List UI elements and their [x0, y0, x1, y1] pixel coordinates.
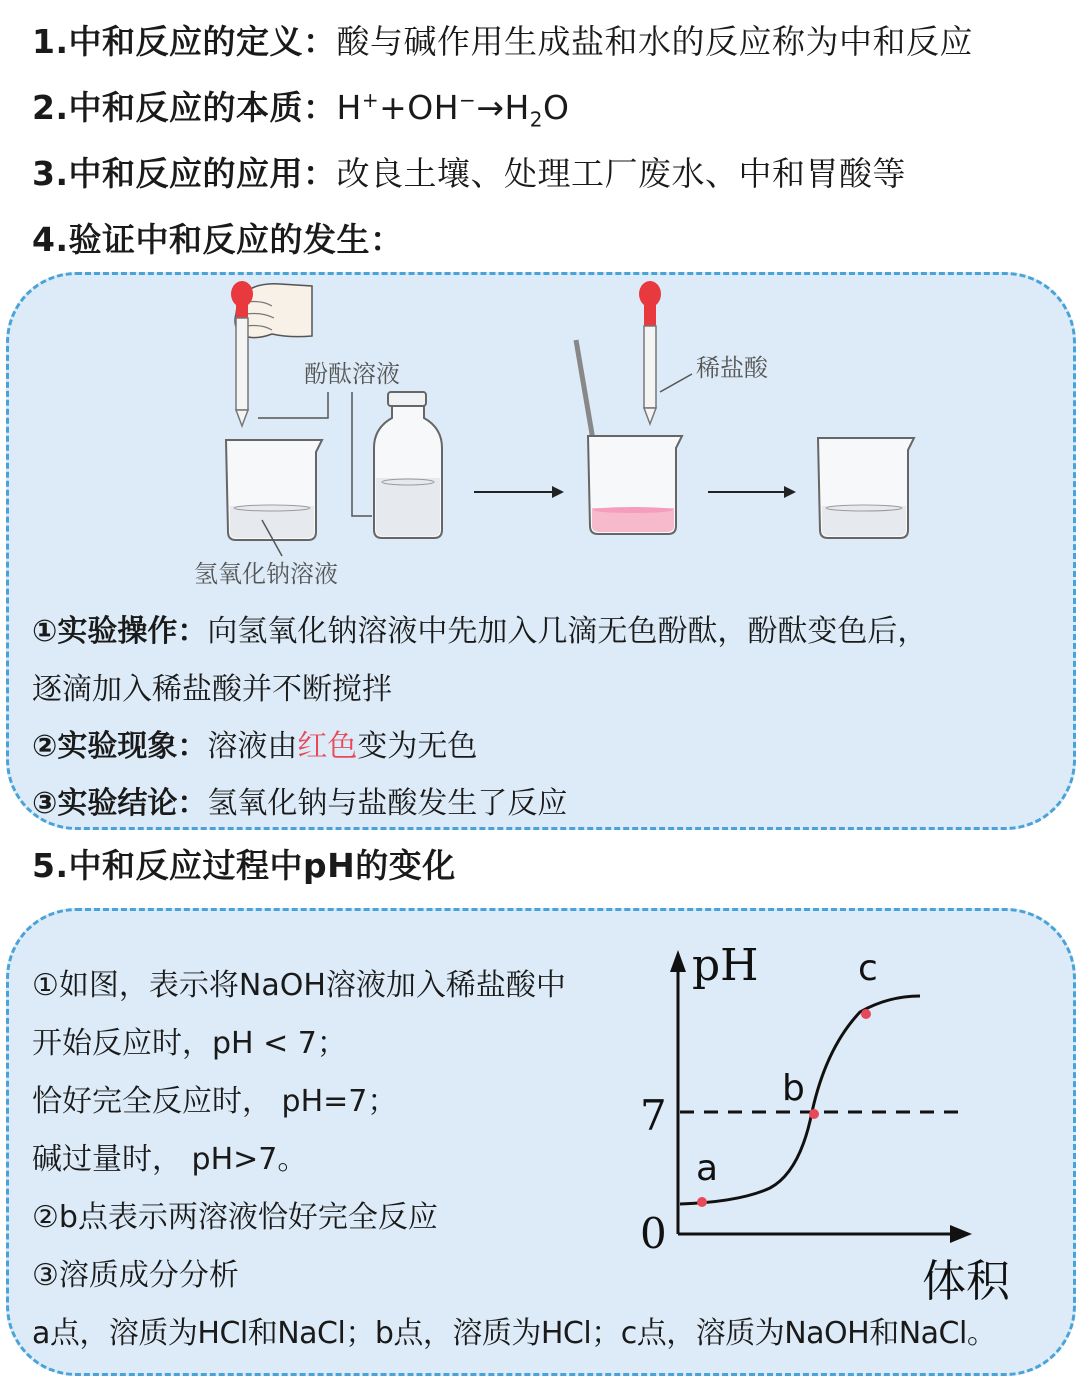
point-a: [697, 1197, 707, 1207]
point-b: [809, 1109, 819, 1119]
point-c: [861, 1009, 871, 1019]
y-tick-7: 7: [640, 1091, 667, 1140]
op-text-2: 逐滴加入稀盐酸并不断搅拌: [32, 672, 392, 707]
hcl-label: 稀盐酸: [696, 354, 768, 382]
section-1-text: 酸与碱作用生成盐和水的反应称为中和反应: [336, 22, 973, 61]
formula-sub: 2: [529, 107, 544, 132]
section-3-title: 3.中和反应的应用：: [32, 154, 337, 193]
ph-line-1: ①如图，表示将NaOH溶液加入稀盐酸中: [32, 968, 566, 1003]
formula-oh: +OH: [379, 88, 460, 127]
formula-arrow: →H: [476, 88, 530, 127]
phenomenon-post: 变为无色: [357, 729, 478, 764]
op-title: ①实验操作：: [32, 614, 208, 649]
formula-minus: −: [459, 88, 477, 112]
ph-line-4: 碱过量时， pH>7。: [32, 1142, 308, 1177]
y-axis-arrow: [670, 950, 686, 972]
x-axis-arrow: [950, 1225, 972, 1243]
phenolphthalein-label: 酚酞溶液: [304, 360, 400, 388]
section-4-title: 4.验证中和反应的发生：: [32, 220, 404, 259]
formula-plus: +: [361, 88, 380, 112]
section-5-title: 5.中和反应过程中pH的变化: [32, 846, 456, 885]
section-3-text: 改良土壤、处理工厂废水、中和胃酸等: [336, 154, 906, 193]
ph-line-6: ③溶质成分分析: [32, 1258, 239, 1293]
ph-line-7: a点，溶质为HCl和NaCl；b点，溶质为HCl；c点，溶质为NaOH和NaCl。: [32, 1316, 997, 1351]
point-a-label: a: [696, 1148, 719, 1189]
point-b-label: b: [782, 1068, 805, 1109]
phenomenon-pre: 溶液由: [207, 729, 298, 764]
ph-line-3: 恰好完全反应时， pH=7；: [32, 1084, 398, 1119]
conclusion-title: ③实验结论：: [32, 786, 208, 821]
op-text-1: 向氢氧化钠溶液中先加入几滴无色酚酞，酚酞变色后，: [207, 614, 928, 649]
ph-line-5: ②b点表示两溶液恰好完全反应: [32, 1200, 438, 1235]
formula-h: H: [336, 88, 362, 127]
x-axis-label: 体积: [922, 1256, 1010, 1307]
y-tick-0: 0: [640, 1209, 667, 1258]
section-2-title: 2.中和反应的本质：: [32, 88, 337, 127]
ph-line-2: 开始反应时，pH < 7；: [32, 1026, 347, 1061]
naoh-label: 氢氧化钠溶液: [194, 560, 338, 588]
phenomenon-red: 红色: [297, 729, 358, 764]
section-1-title: 1.中和反应的定义：: [32, 22, 337, 61]
phenomenon-title: ②实验现象：: [32, 729, 208, 764]
formula-o: O: [543, 88, 570, 127]
conclusion-text: 氢氧化钠与盐酸发生了反应: [207, 786, 568, 821]
point-c-label: c: [858, 948, 878, 989]
y-axis-label: pH: [692, 940, 759, 991]
